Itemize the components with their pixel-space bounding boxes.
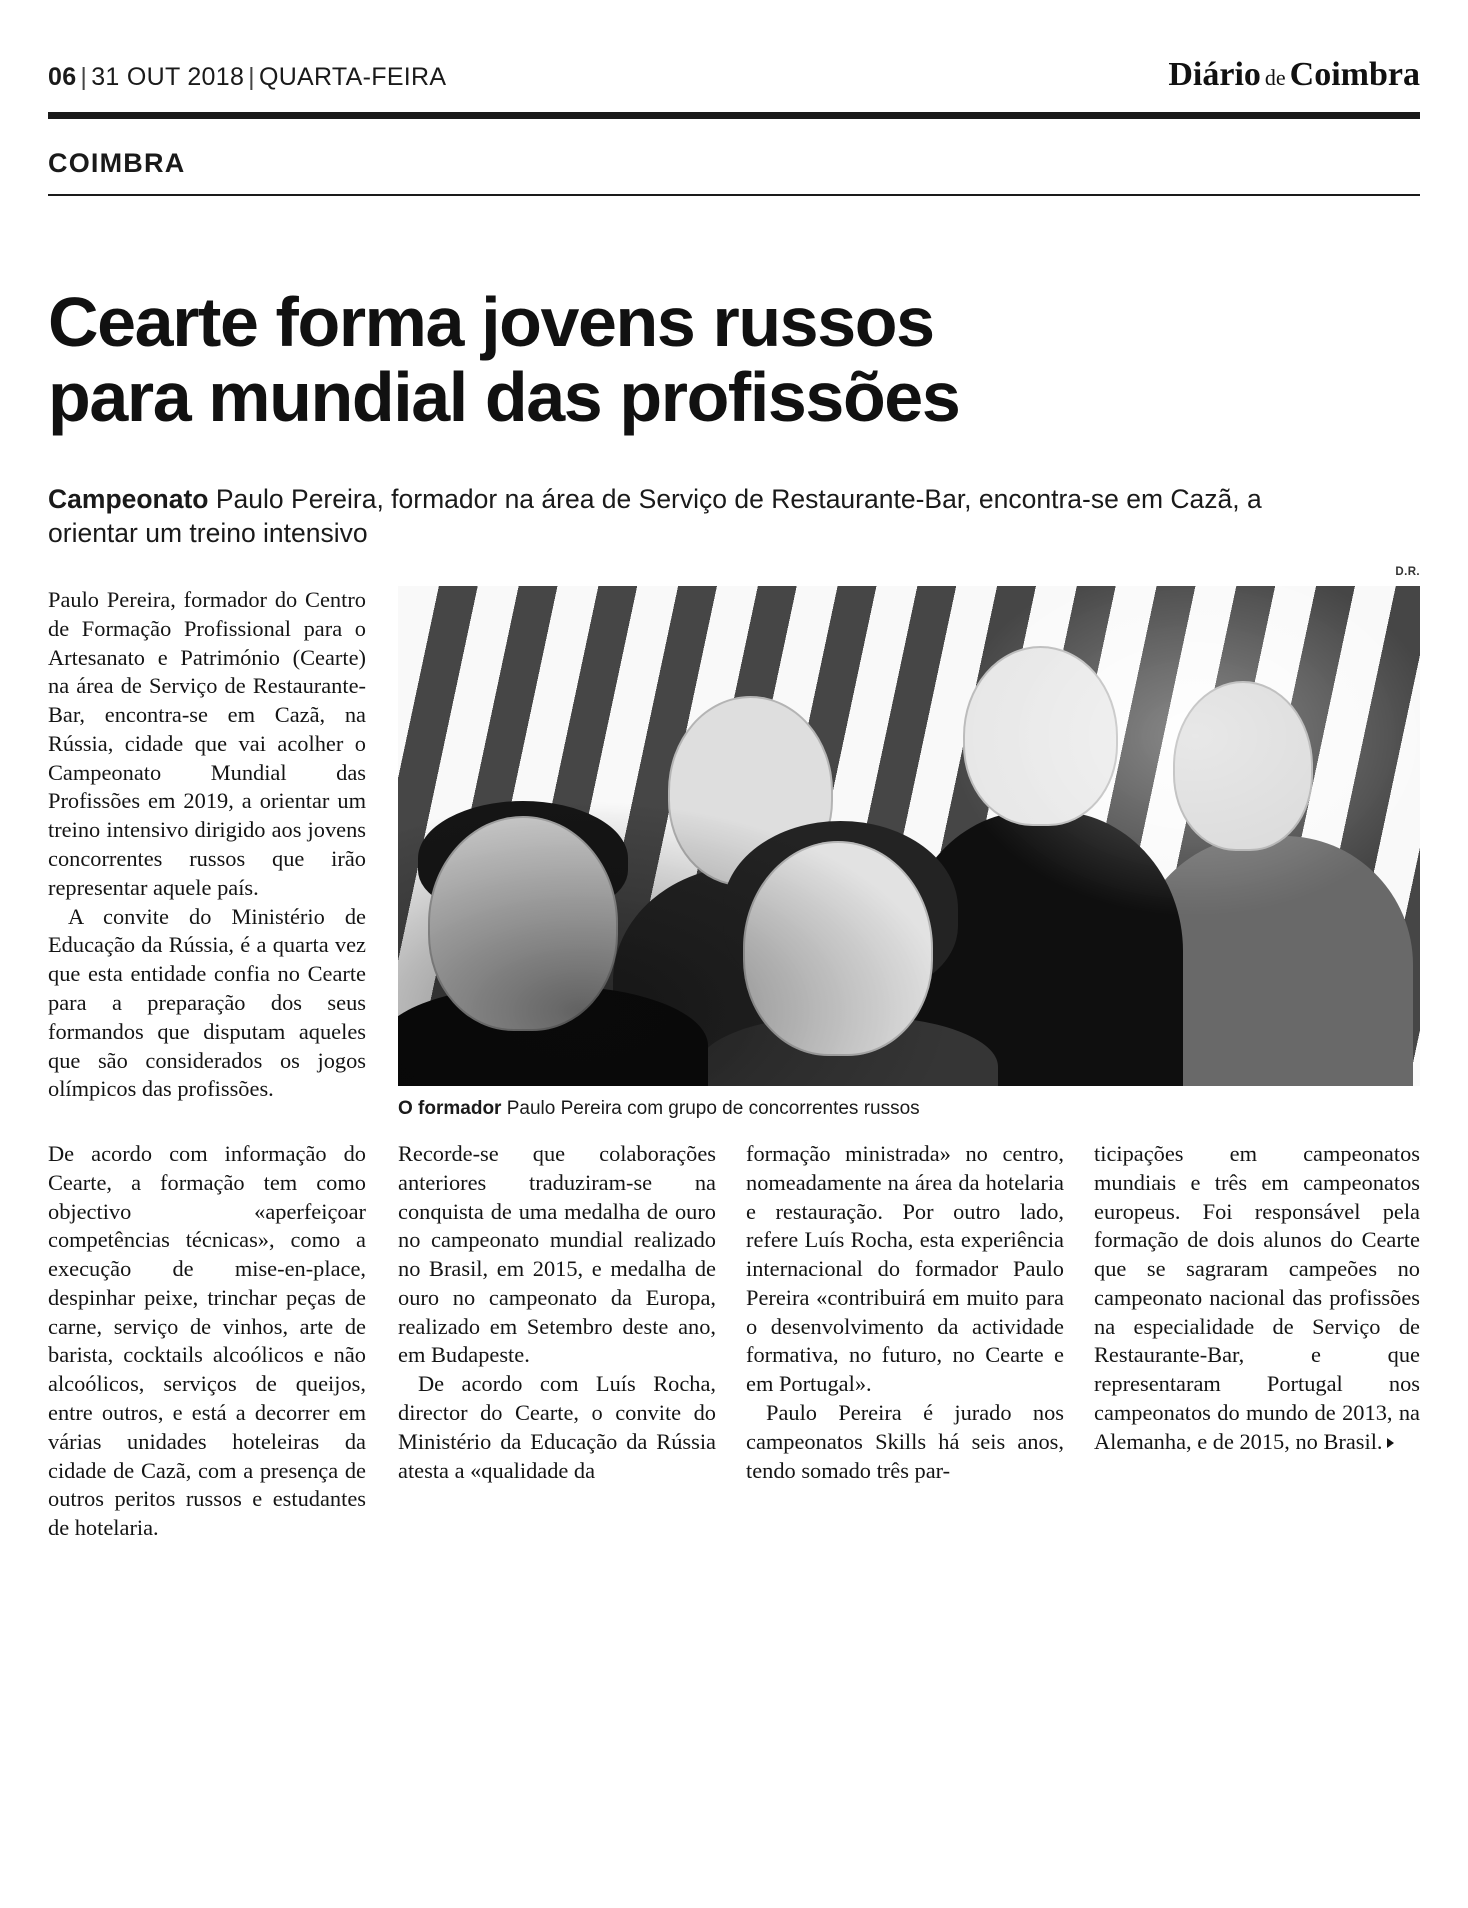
section-rule (48, 194, 1420, 196)
paragraph: A convite do Ministério de Educação da Rússia, é a quarta vez que esta entidade confia no Cearte para a preparação dos seus formandos que disputam aqueles que são considerados os jogos olímpicos das profissões. (48, 903, 366, 1102)
paragraph (1094, 1140, 1420, 1457)
brand-part-2: de (1264, 65, 1286, 90)
body-column-4 (1094, 1140, 1420, 1457)
end-mark (1387, 1438, 1394, 1448)
standfirst-text: Paulo Pereira, formador na área de Serviço de Restaurante-Bar, encontra-se em Cazã, a orientar um treino intensivo (48, 484, 1262, 549)
paragraph-text: ticipações em campeonatos mundiais e três em campeonatos europeus. Foi responsável pela formação de dois alunos do Cearte que se sagraram campeões no campeonato nacional das profissões na especialidade de Serviço de Restaurante-Bar, e que representaram Portugal nos campeonatos do mundo de 2013, na Alemanha, e de 2015, no Brasil. (1094, 1141, 1420, 1454)
standfirst-kicker: Campeonato (48, 484, 209, 514)
article-headline (48, 282, 1420, 437)
paragraph: Recorde-se que colaborações anteriores traduziram-se na conquista de uma medalha de ouro no campeonato mundial realizado no Brasil, em 2015, e medalha de ouro no campeonato da Europa, realizado em Setembro deste ano, em Budapeste. (398, 1141, 716, 1368)
paragraph: formação ministrada» no centro, nomeadamente na área da hotelaria e restauração. Por outro lado, refere Luís Rocha, esta experiência internacional do formador Paulo Pereira «contribuirá em muito para o desenvolvimento da actividade formativa, no futuro, no Cearte e em Portugal». (746, 1141, 1064, 1397)
paragraph: De acordo com Luís Rocha, director do Cearte, o convite do Ministério da Educação da Rússia atesta a «qualidade da (398, 1371, 716, 1483)
photo-caption (398, 1098, 1420, 1120)
paragraph: De acordo com informação do Cearte, a formação tem como objectivo «aperfeiçoar competências técnicas», como a execução de mise-en-place, despinhar peixe, trinchar peças de carne, serviço de vinhos, arte de barista, cocktails alcoólicos e não alcoólicos, serviços de queijos, entre outros, e está a decorrer em várias unidades hoteleiras da cidade de Cazã, com a presença de outros peritos russos e estudantes de hotelaria. (48, 1141, 366, 1541)
caption-lead: O formador (398, 1098, 502, 1119)
masthead-rule (48, 112, 1420, 119)
body-column-2 (398, 1140, 716, 1485)
paragraph: Paulo Pereira é jurado nos campeonatos Skills há seis anos, tendo somado três par- (746, 1400, 1064, 1483)
section-title: COIMBRA (48, 148, 186, 178)
brand-part-1: Diário (1168, 56, 1261, 93)
article-photo (398, 586, 1420, 1086)
caption-text: Paulo Pereira com grupo de concorrentes russos (506, 1098, 920, 1119)
newspaper-logo (1168, 56, 1420, 94)
body-column-1-top (48, 586, 366, 1104)
photo-shading (398, 586, 1420, 1086)
photo-credit: D.R. (1395, 566, 1420, 578)
headline-line-1: Cearte forma jovens russos (48, 282, 934, 361)
body-column-1-bottom (48, 1140, 366, 1543)
body-column-3 (746, 1140, 1064, 1485)
masthead (48, 56, 1420, 100)
headline-line-2: para mundial das profissões (48, 358, 960, 437)
brand-part-3: Coimbra (1289, 56, 1420, 93)
paragraph: Paulo Pereira, formador do Centro de Formação Profissional para o Artesanato e Património (Cearte) na área de Serviço de Restaurante-Bar, encontra-se em Cazã, na Rússia, cidade que vai acolher o Campeonato Mundial das Profissões em 2019, a orientar um treino intensivo dirigido aos jovens concorrentes russos que irão representar aquele país. (48, 587, 366, 900)
weekday: QUARTA-FEIRA (258, 63, 447, 91)
article-standfirst (48, 482, 1348, 551)
folio-separator-1: | (80, 63, 88, 91)
folio-separator-2: | (248, 63, 255, 91)
page-number: 06 (48, 63, 77, 91)
issue-date: 31 OUT 2018 (91, 63, 245, 91)
folio (48, 63, 446, 92)
